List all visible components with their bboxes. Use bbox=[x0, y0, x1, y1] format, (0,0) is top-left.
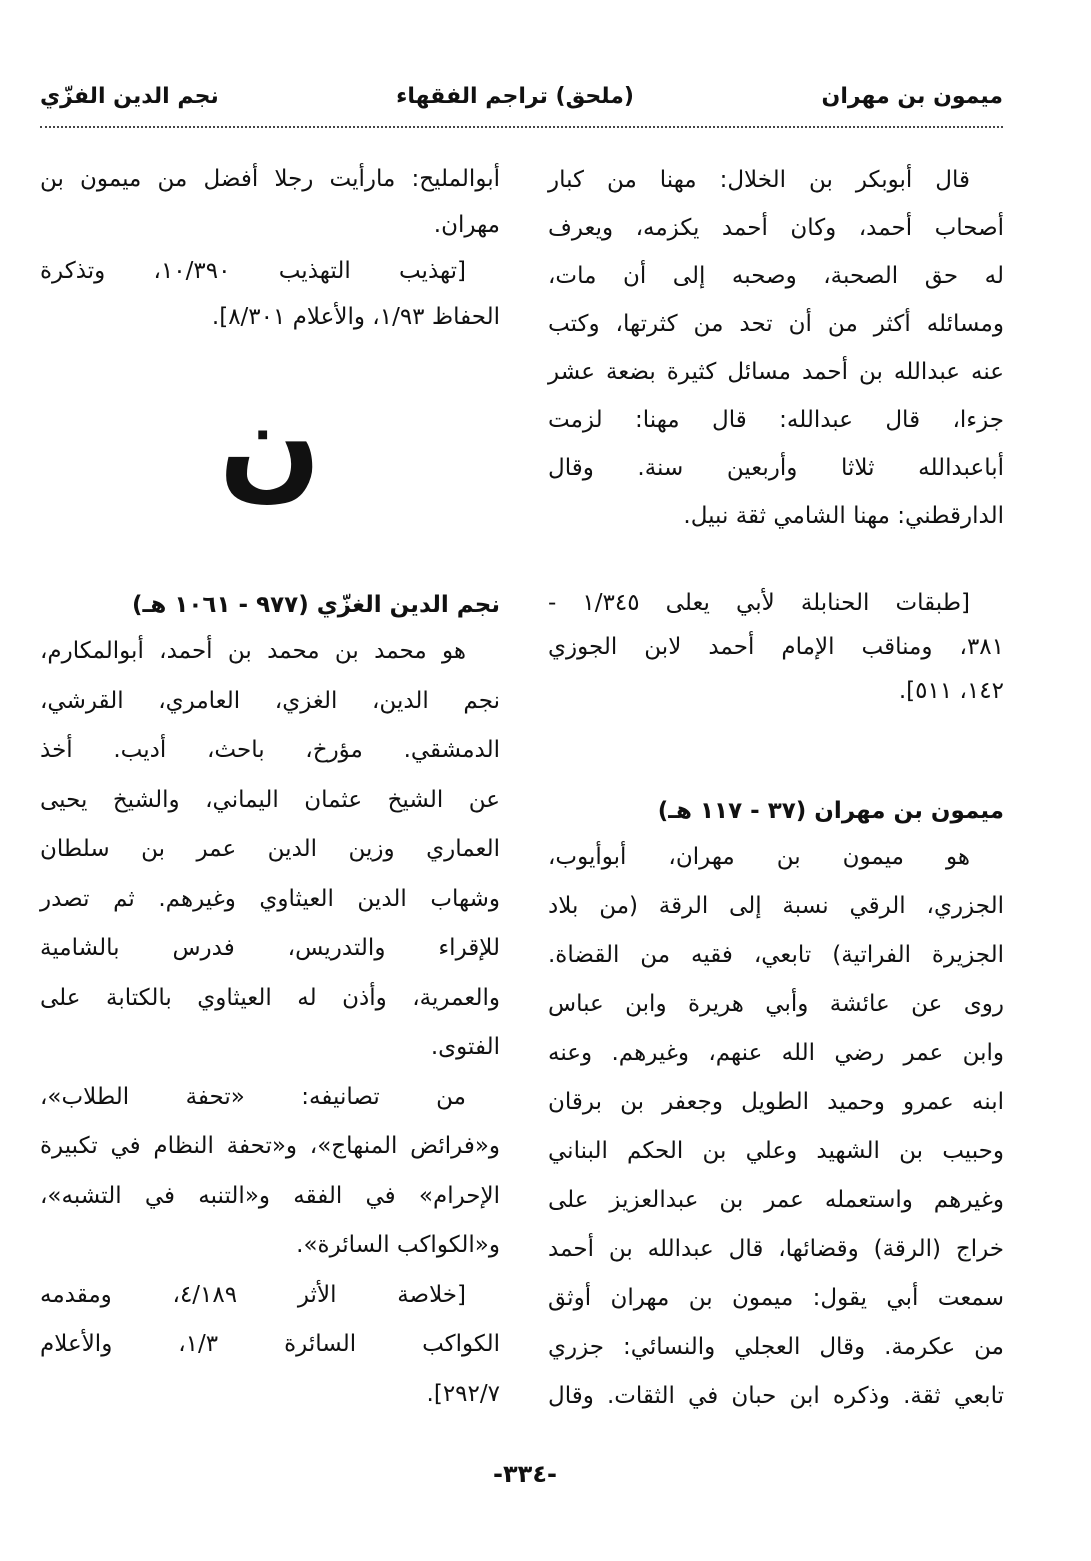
reference-line: الحفاظ ١/٩٣، والأعلام ٨/٣٠١]. bbox=[211, 304, 500, 330]
text-line: وابن عمر رضي الله عنهم، وغيرهم. وعنه bbox=[548, 1040, 1004, 1066]
text-line: وشهاب الدين العيثاوي وغيرهم. ثم تصدر bbox=[40, 885, 500, 912]
text-line: أباعبدالله ثلاثا وأربعين سنة. وقال bbox=[548, 455, 1004, 481]
reference-line: الكواكب السائرة ١/٣، والأعلام bbox=[40, 1331, 500, 1357]
text-line: ومسائله أكثر من أن تحد من كثرتها، وكتب bbox=[548, 311, 1004, 337]
text-line: هو محمد بن محمد بن أحمد، أبوالمكارم، bbox=[40, 638, 466, 664]
text-line: روى عن عائشة وأبي هريرة وابن عباس bbox=[548, 991, 1004, 1017]
reference-line: [خلاصة الأثر ٤/١٨٩، ومقدمه bbox=[40, 1281, 466, 1308]
text-line: وغيرهم واستعمله عمر بن عبدالعزيز على bbox=[548, 1187, 1004, 1213]
entry-heading: نجم الدين الغزّي (٩٧٧ - ١٠٦١ هـ) bbox=[132, 592, 500, 618]
text-line: عنه عبدالله بن أحمد مسائل كثيرة بضعة عشر bbox=[548, 359, 1004, 385]
reference-line: ٢٩٢/٧]. bbox=[426, 1380, 500, 1407]
text-line: الإحرام» في الفقه و«التنبه في التشبه»، bbox=[40, 1182, 500, 1209]
running-header-left: نجم الدين الفزّي bbox=[40, 84, 219, 109]
text-line: وحبيب بن الشهيد وعلي بن الحكم البناني bbox=[548, 1138, 1004, 1164]
entry-heading: ميمون بن مهران (٣٧ - ١١٧ هـ) bbox=[657, 798, 1004, 824]
reference-line: ٣٨١، ومناقب الإمام أحمد لابن الجوزي bbox=[548, 634, 1004, 660]
text-line: الدمشقي. مؤرخ، باحث، أديب. أخذ bbox=[40, 737, 500, 763]
header-divider bbox=[40, 126, 1003, 128]
text-line: و«الكواكب السائرة». bbox=[296, 1232, 500, 1258]
text-line: نجم الدين، الغزي، العامري، القرشي، bbox=[40, 687, 500, 714]
entry-maymun bbox=[548, 789, 1004, 1421]
section-letter: ن bbox=[218, 375, 322, 514]
text-line: للإقراء والتدريس، فدرس بالشامية bbox=[40, 935, 500, 961]
text-line: جزءا، قال عبدالله: قال مهنا: لزمت bbox=[548, 407, 1004, 433]
page-number: -٣٣٤- bbox=[493, 1460, 557, 1488]
text-line: من عكرمة. وقال العجلي والنسائي: جزري bbox=[548, 1334, 1004, 1360]
reference-line: [تهذيب التهذيب ١٠/٣٩٠، وتذكرة bbox=[40, 258, 467, 284]
entry-mohanna-references bbox=[548, 581, 1004, 713]
running-header-right: ميمون بن مهران bbox=[821, 84, 1003, 109]
text-line: والعمرية، وأذن له العيثاوي بالكتابة على bbox=[40, 984, 500, 1011]
entry-najm-al-din bbox=[40, 583, 500, 1419]
text-line: سمعت أبي يقول: ميمون بن مهران أوثق bbox=[548, 1285, 1004, 1311]
text-line: أبوالمليح: مارأيت رجلا أفضل من ميمون بن bbox=[40, 166, 500, 192]
entry-maymun-continued bbox=[40, 156, 500, 340]
reference-line: ١٤٢، ٥١١]. bbox=[898, 678, 1004, 704]
text-line: هو ميمون بن مهران، أبوأيوب، bbox=[548, 844, 970, 870]
text-line: أصحاب أحمد، وكان أحمد يكزمه، ويعرف bbox=[548, 215, 1004, 241]
text-line: عن الشيخ عثمان اليماني، والشيخ يحيى bbox=[40, 786, 500, 813]
running-header-center: (ملحق) تراجم الفقهاء bbox=[396, 84, 634, 109]
text-line: و«فرائض المنهاج»، و«تحفة النظام في تكبيرة bbox=[40, 1133, 500, 1159]
text-line: الفتوى. bbox=[430, 1034, 500, 1060]
text-line: قال أبوبكر بن الخلال: مهنا من كبار bbox=[548, 167, 970, 193]
text-line: ابنه عمرو وحميد الطويل وجعفر بن برقان bbox=[548, 1089, 1004, 1115]
entry-mohanna-text bbox=[548, 156, 1004, 540]
text-line: خراج (الرقة) وقضائها، قال عبدالله بن أحمد bbox=[548, 1236, 1004, 1262]
text-line: من تصانيفه: «تحفة الطلاب»، bbox=[40, 1083, 466, 1110]
text-line: العماري وزين الدين عمر بن سلطان bbox=[40, 836, 500, 862]
text-line: الدارقطني: مهنا الشامي ثقة نبيل. bbox=[683, 503, 1004, 529]
text-line: له حق الصحبة، وصحبه إلى أن مات، bbox=[548, 263, 1004, 289]
text-line: مهران. bbox=[433, 212, 500, 238]
text-line: تابعي ثقة. وذكره ابن حبان في الثقات. وقال bbox=[548, 1383, 1004, 1409]
text-line: الجزيرة الفراتية) تابعي، فقيه من القضاة. bbox=[548, 942, 1004, 968]
reference-line: [طبقات الحنابلة لأبي يعلى ١/٣٤٥ - bbox=[548, 590, 970, 616]
text-line: الجزري، الرقي نسبة إلى الرقة (من بلاد bbox=[548, 893, 1004, 919]
